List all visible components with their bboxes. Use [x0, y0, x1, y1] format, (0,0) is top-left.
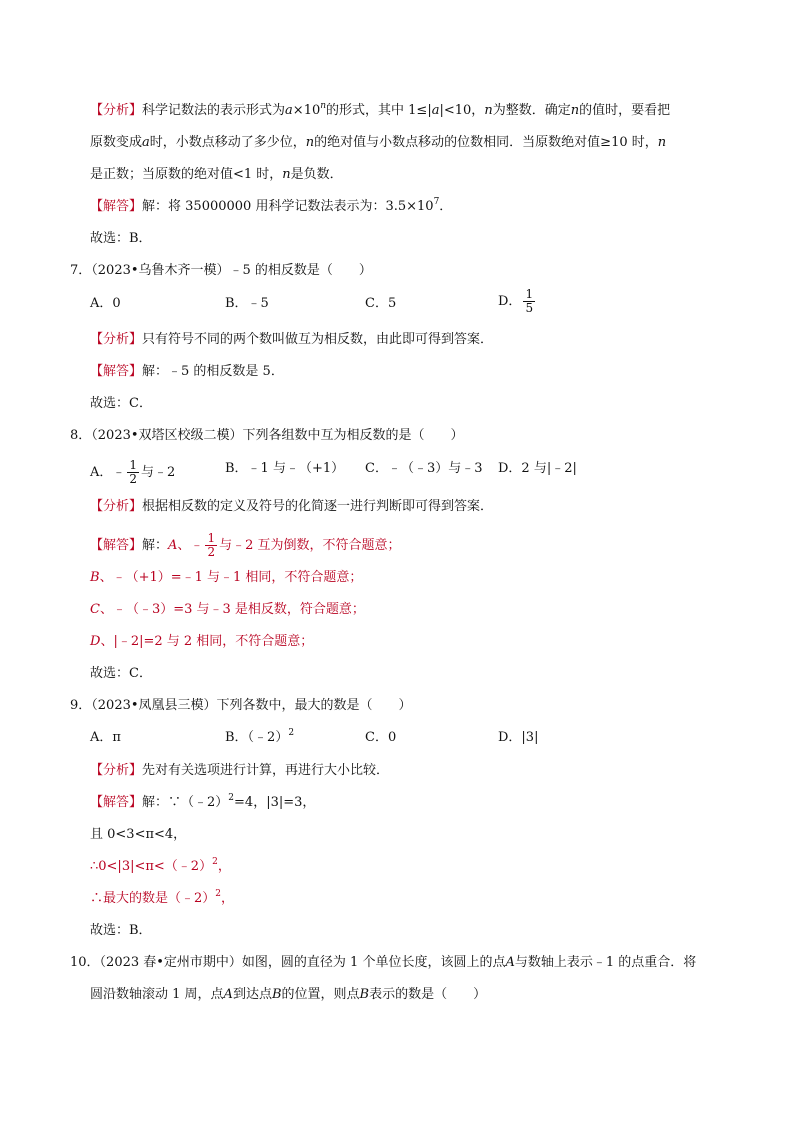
q9-option-b: B．（﹣2）$^2$	[225, 728, 295, 745]
q7-option-b: B．﹣5	[225, 296, 269, 311]
q7-stem: 7．（2023•乌鲁木齐一模）﹣5 的相反数是（ ）	[70, 263, 372, 278]
q9-line4: ∴最大的数是（﹣2）$^2$，	[90, 889, 235, 906]
answer-tag: 【解答】	[90, 199, 143, 214]
q6-analysis-line1: 【分析】科学记数法的表示形式为$a\times 10^n$的形式，其中 1≤|a|<10，n为整数．确定n的值时，要看把	[90, 101, 671, 118]
q8-option-d: D．2 与|﹣2|	[498, 461, 577, 476]
q9-line3: ∴0<|3|<π<（﹣2）$^2$，	[90, 857, 231, 874]
q8-option-c: C．﹣（﹣3）与﹣3	[365, 461, 483, 476]
q9-option-d: D．|3|	[498, 730, 539, 745]
q7-answer: 【解答】解：﹣5 的相反数是 5．	[90, 364, 284, 379]
q9-choice: 故选：B．	[90, 923, 152, 938]
q8-choice: 故选：C．	[90, 666, 152, 681]
q7-analysis: 【分析】只有符号不同的两个数叫做互为相反数，由此即可得到答案．	[90, 332, 494, 347]
fraction: $\frac{1}{5}$	[525, 287, 534, 315]
q8-line-b: B、﹣（+1）=﹣1 与﹣1 相同，不符合题意；	[90, 570, 363, 585]
q6-analysis-line3: 是正数；当原数的绝对值<1 时，n是负数．	[90, 167, 343, 182]
fraction: $\frac{1}{2}$	[207, 531, 216, 559]
q8-answer: 【解答】解：A、﹣ $\frac{1}{2}$ 与﹣2 互为倒数，不符合题意；	[90, 531, 401, 559]
q8-option-a: A．﹣ $\frac{1}{2}$ 与﹣2	[90, 458, 176, 486]
q9-option-a: A．π	[90, 730, 121, 745]
q8-line-c: C、﹣（﹣3）=3 与﹣3 是相反数，符合题意；	[90, 602, 365, 617]
q7-option-c: C．5	[365, 296, 397, 311]
q6-choice: 故选：B．	[90, 231, 152, 246]
q9-stem: 9．（2023•凤凰县三模）下列各数中，最大的数是（ ）	[70, 698, 412, 713]
q10-stem-line1: 10．（2023 春•定州市期中）如图，圆的直径为 1 个单位长度，该圆上的点A与数轴上表示﹣1 的点重合．将	[70, 955, 697, 970]
q6-analysis-line2: 原数变成a时，小数点移动了多少位，n的绝对值与小数点移动的位数相同．当原数绝对值≥10 时，n	[90, 135, 667, 150]
q10-stem-line2: 圆沿数轴滚动 1 周，点A到达点B的位置，则点B表示的数是（ ）	[90, 987, 487, 1002]
q9-option-c: C．0	[365, 730, 397, 745]
q9-analysis: 【分析】先对有关选项进行计算，再进行大小比较．	[90, 763, 390, 778]
q8-line-d: D、|﹣2|=2 与 2 相同，不符合题意；	[90, 634, 314, 649]
analysis-tag: 【分析】	[90, 103, 143, 118]
q9-line2: 且 0<3<π<4，	[90, 827, 187, 842]
q8-analysis: 【分析】根据相反数的定义及符号的化简逐一进行判断即可得到答案．	[90, 499, 494, 514]
q6-answer: 【解答】解：将 35000000 用科学记数法表示为：$3.5\times 10^7$．	[90, 197, 453, 214]
q8-option-b: B．﹣1 与﹣（+1）	[225, 461, 345, 476]
q7-choice: 故选：C．	[90, 396, 152, 411]
q8-stem: 8．（2023•双塔区校级二模）下列各组数中互为相反数的是（ ）	[70, 428, 464, 443]
q7-option-a: A．0	[90, 296, 121, 311]
fraction: $\frac{1}{2}$	[129, 458, 138, 486]
q9-answer: 【解答】解：∵（﹣2）$^2$=4，|3|=3，	[90, 793, 316, 810]
q7-option-d: D． $\frac{1}{5}$	[498, 287, 534, 315]
